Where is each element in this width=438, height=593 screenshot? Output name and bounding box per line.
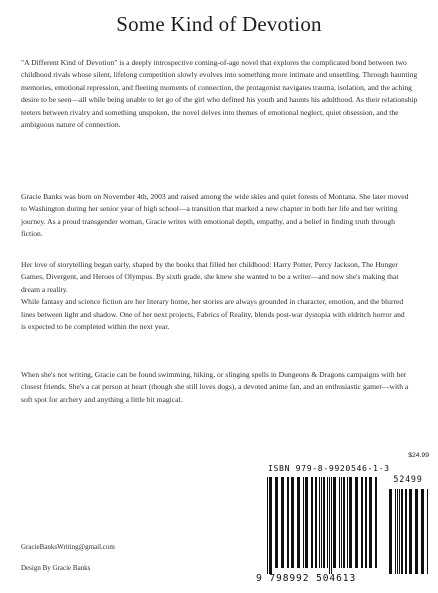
barcode-bar: [421, 489, 424, 574]
bio-paragraph: Her love of storytelling began early, shaped by the books that filled her childhood: Harry Potter, Percy Jackson, The Hunger Games, Divergent, and Heroes of Olympus. By sixth grade, she knew she wanted to be a writer—and now she's making that dream a reality.: [21, 260, 399, 294]
barcode-bar: [275, 477, 278, 568]
barcode-graphic: [256, 475, 431, 587]
barcode-bar: [319, 477, 320, 568]
barcode-bar: [389, 489, 392, 574]
barcode-bar: [397, 489, 398, 574]
author-bio-continued: [21, 259, 411, 340]
price-label: $24.99: [408, 452, 429, 459]
barcode-bar: [305, 477, 308, 568]
addon-digits: 52499: [393, 474, 423, 484]
barcode-bar: [339, 477, 340, 568]
barcode-bar: [399, 489, 400, 574]
barcode-bar: [327, 477, 328, 568]
barcode-bar: [375, 477, 377, 568]
bio-paragraph: When she's not writing, Gracie can be found swimming, hiking, or slinging spells in Dungeons & Dragons campaigns with her closest friends. She's a cat person at heart (though she still loves dogs), a devoted anime fan, and an enthusiastic gamer—with a soft spot for archery and anything a little bit magical.: [21, 370, 409, 404]
barcode-bar: [331, 477, 332, 574]
book-title: Some Kind of Devotion: [116, 12, 322, 36]
barcode-bar: [321, 477, 322, 568]
barcode-bar: [343, 477, 345, 568]
barcode-bar: [369, 477, 372, 568]
barcode-bar: [395, 489, 396, 574]
book-summary: "A Different Kind of Devotion" is a deeply introspective coming-of-age novel that explores the complicated bond between two childhood rivals whose silent, lifelong competition slowly evolves into something more intimate and unsettling. Through haunting memories, emotional repression, and fleeting moments of connection, the protagonist navigates trauma, isolation, and the aching desire to be seen—all while being unable to let go of the girl who defined his youth and haunts his adulthood. As their relationship teeters between rivalry and something unspoken, the novel delves into themes of emotional neglect, quiet obsession, and the ambiguous nature of connection.: [21, 58, 418, 130]
author-bio: [21, 191, 411, 248]
author-bio-hobbies: [21, 369, 411, 413]
barcode-bar: [303, 477, 304, 568]
barcode-bar: [329, 477, 330, 574]
barcode-bar: [333, 477, 336, 568]
barcode-bar: [349, 477, 352, 568]
barcode-bar: [361, 477, 363, 568]
barcode-bar: [287, 477, 289, 568]
barcode-bar: [401, 489, 403, 574]
bio-paragraph: While fantasy and science fiction are her literary home, her stories are always grounded in character, emotion, and the blurred lines between light and shadow. One of her next projects, Fabrics of Reality, blends post-war dystopia with eldritch horror and is expected to be completed within the next year.: [21, 297, 405, 332]
contact-email: GracieBanksWriting@gmail.com: [21, 543, 115, 551]
barcode-bar: [291, 477, 294, 568]
barcode-bar: [281, 477, 284, 568]
isbn-label: ISBN 979-8-9920546-1-3: [268, 463, 390, 473]
barcode-bar: [297, 477, 300, 568]
ean-digits: 9 798992 504613: [256, 573, 357, 584]
barcode-bar: [355, 477, 358, 568]
barcode-bar: [409, 489, 412, 574]
barcode-bar: [415, 489, 418, 574]
barcode-bar: [365, 477, 367, 568]
barcode-bar: [405, 489, 407, 574]
barcode-bar: [269, 477, 272, 574]
bio-paragraph: Gracie Banks was born on November 4th, 2003 and raised among the wide skies and quiet forests of Montana. She later moved to Washington during her senior year of high school—a transition that marked a new chapter in both her life and her writing journey. As a proud transgender woman, Gracie writes with emotional depth, empathy, and a belief in finding truth through fiction.: [21, 192, 409, 239]
barcode-bar: [341, 477, 342, 568]
barcode-bar: [427, 489, 428, 574]
barcode-bar: [347, 477, 348, 568]
barcode-bar: [315, 477, 317, 568]
barcode-bar: [311, 477, 313, 568]
barcode-bar: [323, 477, 325, 568]
barcode-bar: [267, 477, 268, 574]
isbn-barcode: [256, 475, 431, 587]
design-credit: Design By Gracie Banks: [21, 564, 91, 572]
